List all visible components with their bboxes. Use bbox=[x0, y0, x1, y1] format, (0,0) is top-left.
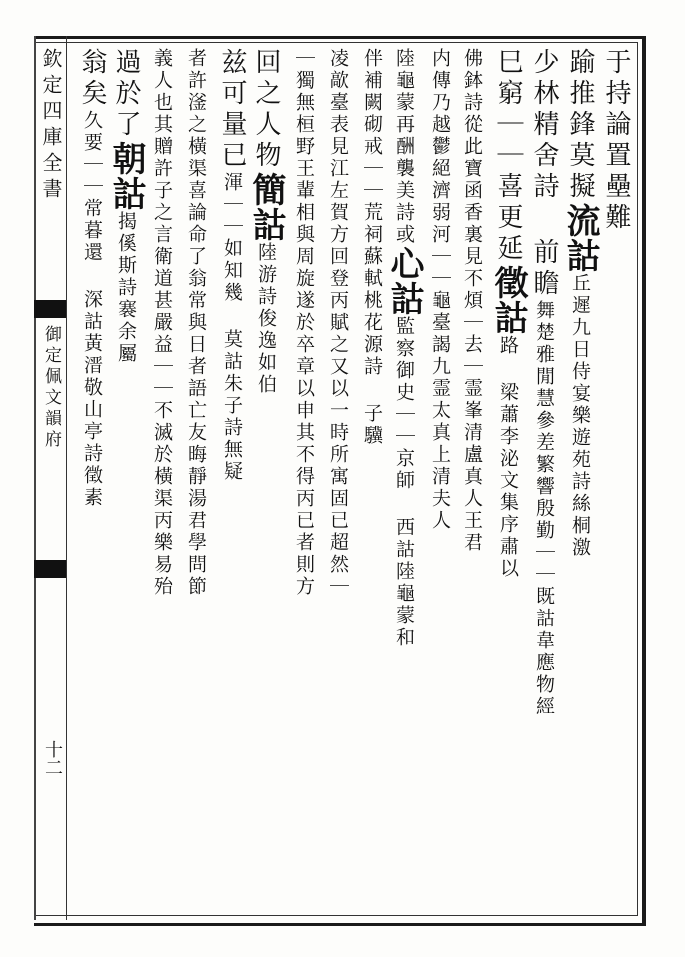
text-column: 陸龜蒙再酬襲美詩或心詁監察御史｜｜京師 西詁陸龜蒙和 bbox=[384, 48, 424, 649]
text-column: 義人也其贈許子之言衛道甚嚴益｜｜不滅於橫渠丙樂易殆 bbox=[151, 48, 173, 598]
text-column: 内傳乃越鬱絕濟弱河｜｜龜臺謁九霊太真上清夫人 bbox=[429, 48, 451, 532]
text-column: 翁矣久要｜｜常暮還 深詁黃溍敬山亭詩徵素 bbox=[77, 48, 107, 509]
margin-book-title: 御定佩文韻府 bbox=[41, 325, 61, 451]
headword: 心詁 bbox=[384, 246, 424, 316]
margin-title: 欽定四庫全書 bbox=[39, 48, 63, 204]
headword: 簡詁 bbox=[246, 172, 286, 242]
text-column: 佛鉢詩從此寶函香裏見不煩｜去｜霊峯清盧真人王君 bbox=[461, 48, 483, 554]
text-column: 伴補闕砌戒｜｜荒祠蘇軾桃花源詩 子驥 bbox=[361, 48, 383, 447]
headword: 流詁 bbox=[560, 203, 600, 273]
text-column: 者許滏之橫渠喜論命了翁常與日者語亡友晦靜湯君學問節 bbox=[185, 48, 207, 598]
text-column: 少林精舍詩 前瞻舞楚雅閒慧參差繁響殷勤｜｜既詁韋應物經 bbox=[529, 48, 559, 718]
text-column: 過於了朝詁揭傒斯詩褰余屬 bbox=[106, 48, 146, 365]
fishtail-mark-top bbox=[34, 300, 66, 318]
text-column: 回之人物簡詁陸游詩俊逸如伯 bbox=[246, 48, 286, 396]
text-column: 于持論置壘難 bbox=[601, 48, 631, 234]
margin-page-number: 十二 bbox=[42, 740, 63, 776]
headword: 徵詁 bbox=[488, 265, 528, 335]
text-column: 踰推鋒莫擬流詁丘遲九日侍宴樂遊苑詩絲桐激 bbox=[560, 48, 600, 559]
text-column: 巳窮｜｜喜更延徵詁路 梁蕭李泌文集序肅以 bbox=[488, 48, 528, 580]
text-column: 凌歊臺表見江左賀方回登丙賦之又以一時所寓固已超然｜ bbox=[327, 48, 349, 598]
headword: 朝詁 bbox=[106, 141, 146, 211]
fishtail-mark-bottom bbox=[34, 560, 66, 578]
text-column: ｜獨無桓野王輩相與周旋遂於卒章以申其不得丙已者則方 bbox=[293, 48, 315, 598]
margin-column-rule bbox=[66, 36, 67, 920]
text-column: 兹可量已渾｜｜如知幾 莫詁朱子詩無疑 bbox=[217, 48, 247, 483]
